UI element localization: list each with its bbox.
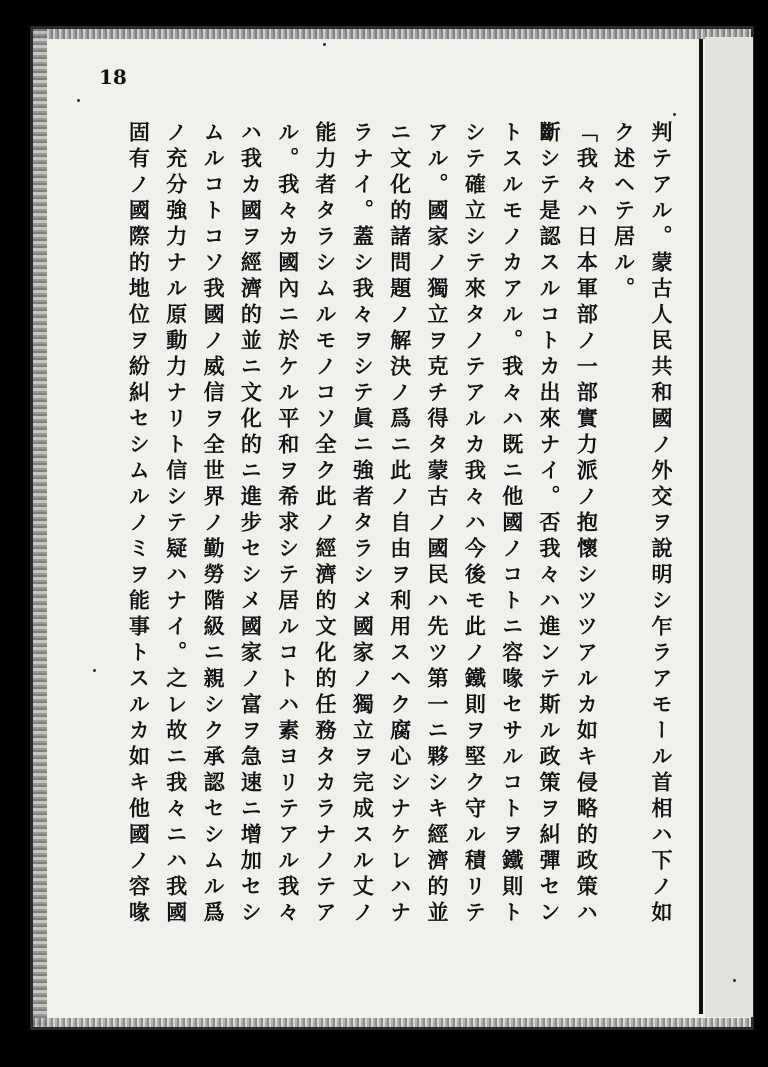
scan-speck <box>673 113 676 116</box>
vertical-text-block <box>121 121 681 951</box>
left-edge <box>33 29 47 1027</box>
text-column-1: 判テアル。蒙古人民共和國ノ外交ヲ說明シ乍ラアモール首相ハ下ノ如 <box>649 121 674 927</box>
text-column-3: 「我々ハ日本軍部ノ一部實力派ノ抱懷シツツアルカ如キ侵略的政策ハ <box>574 121 600 927</box>
text-column-9: ラナイ。蓋シ我々ヲシテ眞ニ強者タラシメ國家ノ獨立ヲ完成スル丈ノ <box>350 121 376 927</box>
text-column-10: 能力者タラシムルモノコソ全ク此ノ經濟的文化的任務タカラナノテア <box>313 121 339 927</box>
scan-speck <box>93 669 96 672</box>
text-column-14: ノ充分強力ナル原動力ナリト信シテ疑ハナイ。之レ故ニ我々ニハ我國 <box>163 121 189 927</box>
scan-speck <box>733 979 736 982</box>
text-column-12: ハ我カ國ヲ經濟的並ニ文化的ニ進步セシメ國家ノ富ヲ急速ニ增加セシ <box>238 121 264 927</box>
right-margin <box>705 37 753 1017</box>
scan-speck <box>323 43 326 46</box>
text-column-11: ル。我々カ國內ニ於ケル平和ヲ希求シテ居ルコトハ素ヨリテアル我々 <box>275 121 301 927</box>
page-number: 18 <box>99 65 127 89</box>
text-column-8: ニ文化的諸問題ノ解決ノ爲ニ此ノ自由ヲ利用スヘク腐心シナケレハナ <box>387 121 413 927</box>
text-column-4: 斷シテ是認スルコトカ出來ナイ。否我々ハ進ンテ斯ル政策ヲ糾彈セン <box>537 121 563 927</box>
text-column-2: ク述ヘテ居ル。 <box>611 121 637 303</box>
binding-line <box>699 39 703 1014</box>
paper-sheet <box>30 26 754 1030</box>
text-column-6: シテ確立シテ來タノテアルカ我々ハ今後モ此ノ鐵則ヲ堅ク守ル積リテ <box>462 121 488 927</box>
scan-speck <box>77 99 80 102</box>
bottom-edge <box>33 1018 751 1027</box>
text-column-7: アル。國家ノ獨立ヲ克チ得タ蒙古ノ國民ハ先ツ第一ニ夥シキ經濟的並 <box>425 121 451 927</box>
top-edge <box>33 29 751 39</box>
text-column-5: トスルモノカアル。我々ハ既ニ他國ノコトニ容喙セサルコトヲ鐵則ト <box>499 121 525 927</box>
text-column-15: 固有ノ國際的地位ヲ紛糾セシムルノミヲ能事トスルカ如キ他國ノ容喙 <box>126 121 152 927</box>
text-column-13: ムルコトコソ我國ノ威信ヲ全世界ノ勤勞階級ニ親シク承認セシムル爲 <box>201 121 227 927</box>
